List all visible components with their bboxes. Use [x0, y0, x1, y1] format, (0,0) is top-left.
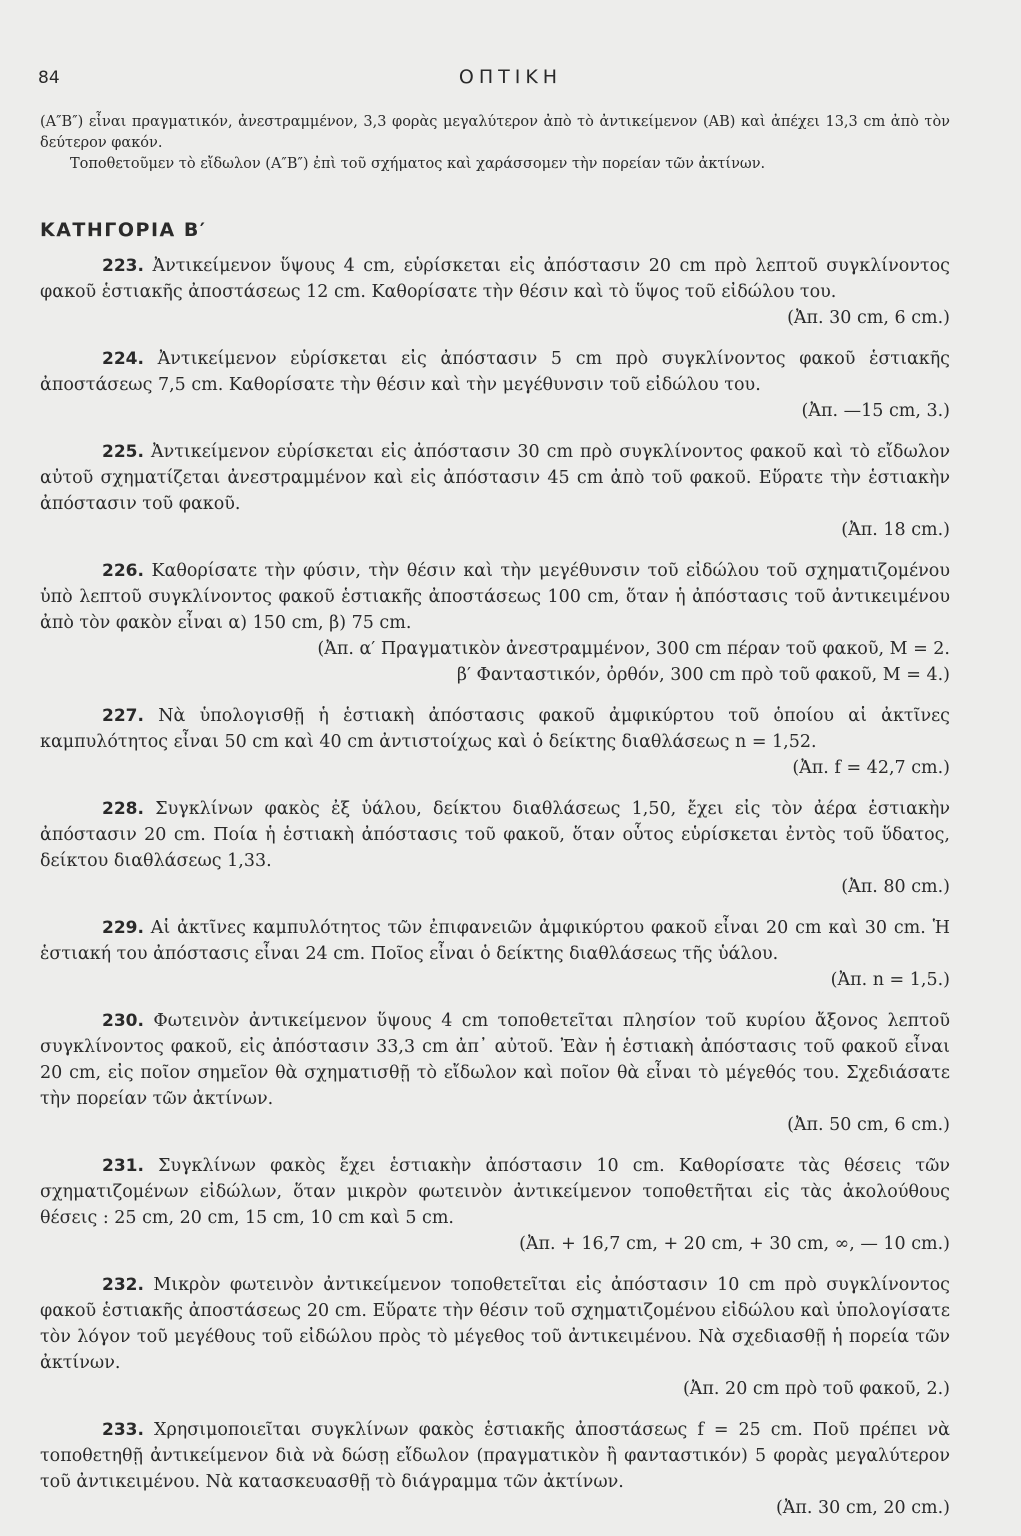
intro-paragraph: (Α″Β″) εἶναι πραγματικόν, ἀνεστραμμένον, 3,3 φορὰς μεγαλύτερον ἀπὸ τὸ ἀντικείμενον (ΑΒ) καὶ ἀπέχει 13,3 cm ἀπὸ τὸν δεύτερον φακόν.	[40, 114, 950, 151]
problem-number: 226.	[102, 561, 144, 581]
answer-line: (Ἀπ. 80 cm.)	[841, 877, 950, 897]
problem-text: Νὰ ὑπολογισθῇ ἡ ἑστιακὴ ἀπόστασις φακοῦ ἀμφικύρτου τοῦ ὁποίου αἱ ἀκτῖνες καμπυλότητος εἶναι 50 cm καὶ 40 cm ἀντιστοίχως καὶ ὁ δείκτης διαθλάσεως n = 1,52.	[40, 706, 950, 752]
problem-statement	[40, 253, 950, 305]
problem-number: 230.	[102, 1011, 144, 1031]
problem-answer	[40, 398, 950, 424]
problem-number: 233.	[102, 1420, 144, 1440]
problem-statement	[40, 439, 950, 517]
page-header	[0, 68, 1021, 98]
running-title: ΟΠΤΙΚΗ	[458, 66, 563, 88]
problem-text: Ἀντικείμενον εὑρίσκεται εἰς ἀπόστασιν 30 cm πρὸ συγκλίνοντος φακοῦ καὶ τὸ εἴδωλον αὐτοῦ σχηματίζεται ἀνεστραμμένον καὶ εἰς ἀπόστασιν 45 cm ἀπὸ τοῦ φακοῦ. Εὕρατε τὴν ἑστιακὴν ἀπόστασιν τοῦ φακοῦ.	[40, 442, 950, 514]
problem-number: 223.	[102, 256, 144, 276]
problem-statement	[40, 346, 950, 398]
answer-line: (Ἀπ. n = 1,5.)	[830, 970, 950, 990]
problem-item	[40, 439, 950, 543]
problem-statement	[40, 1272, 950, 1376]
answer-line: (Ἀπ. 20 cm πρὸ τοῦ φακοῦ, 2.)	[682, 1379, 950, 1399]
problem-statement	[40, 558, 950, 636]
problem-text: Καθορίσατε τὴν φύσιν, τὴν θέσιν καὶ τὴν μεγέθυνσιν τοῦ εἰδώλου τοῦ σχηματιζομένου ὑπὸ λεπτοῦ συγκλίνοντος φακοῦ ἑστιακῆς ἀποστάσεως 100 cm, ὅταν ἡ ἀπόστασις τοῦ ἀντικειμένου ἀπὸ τὸν φακὸν εἶναι α) 150 cm, β) 75 cm.	[40, 561, 950, 633]
intro-paragraph: Τοποθετοῦμεν τὸ εἴδωλον (Α″Β″) ἐπὶ τοῦ σχήματος καὶ χαράσσομεν τὴν πορείαν τῶν ἀκτίνων.	[70, 156, 766, 172]
problem-text: Αἱ ἀκτῖνες καμπυλότητος τῶν ἐπιφανειῶν ἀμφικύρτου φακοῦ εἶναι 20 cm καὶ 30 cm. Ἡ ἑστιακή του ἀπόστασις εἶναι 24 cm. Ποῖος εἶναι ὁ δείκτης διαθλάσεως τῆς ὑάλου.	[40, 918, 950, 964]
category-heading: ΚΑΤΗΓΟΡΙΑ Β′	[40, 219, 207, 241]
problem-answer	[40, 636, 950, 688]
answer-line: (Ἀπ. 50 cm, 6 cm.)	[787, 1115, 950, 1135]
problem-item	[40, 915, 950, 993]
problem-text: Μικρὸν φωτεινὸν ἀντικείμενον τοποθετεῖται εἰς ἀπόστασιν 10 cm πρὸ συγκλίνοντος φακοῦ ἑστιακῆς ἀποστάσεως 20 cm. Εὕρατε τὴν θέσιν τοῦ σχηματιζομένου εἰδώλου καὶ ὑπολογίσατε τὸν λόγον τοῦ μεγέθους τοῦ εἰδώλου πρὸς τὸ μέγεθος τοῦ ἀντικειμένου. Νὰ σχεδιασθῇ ἡ πορεία τῶν ἀκτίνων.	[40, 1275, 950, 1373]
answer-line: (Ἀπ. 30 cm, 20 cm.)	[775, 1498, 950, 1518]
problem-answer	[40, 1231, 950, 1257]
answer-line: (Ἀπ. α′ Πραγματικὸν ἀνεστραμμένον, 300 cm πέραν τοῦ φακοῦ, Μ = 2.	[317, 639, 950, 659]
problem-answer	[40, 755, 950, 781]
problem-item	[40, 796, 950, 900]
problem-answer	[40, 305, 950, 331]
problem-answer	[40, 1376, 950, 1402]
problem-answer	[40, 1112, 950, 1138]
problem-text: Χρησιμοποιεῖται συγκλίνων φακὸς ἑστιακῆς ἀποστάσεως f = 25 cm. Ποῦ πρέπει νὰ τοποθετηθῇ ἀντικείμενον διὰ νὰ δώσῃ εἴδωλον (πραγματικὸν ἢ φανταστικόν) 5 φορὰς μεγαλύτερον τοῦ ἀντικειμένου. Νὰ κατασκευασθῇ τὸ διάγραμμα τῶν ἀκτίνων.	[40, 1420, 950, 1492]
problem-item	[40, 1008, 950, 1138]
problem-text: Φωτεινὸν ἀντικείμενον ὕψους 4 cm τοποθετεῖται πλησίον τοῦ κυρίου ἄξονος λεπτοῦ συγκλίνοντος φακοῦ, εἰς ἀπόστασιν 33,3 cm ἀπ᾿ αὐτοῦ. Ἐὰν ἡ ἑστιακὴ ἀπόστασις τοῦ φακοῦ εἶναι 20 cm, εἰς ποῖον σημεῖον θὰ σχηματισθῇ τὸ εἴδωλον καὶ ποῖον θὰ εἶναι τὸ μέγεθός του. Σχεδιάσατε τὴν πορείαν τῶν ἀκτίνων.	[40, 1011, 950, 1109]
answer-line: (Ἀπ. + 16,7 cm, + 20 cm, + 30 cm, ∞, — 10 cm.)	[519, 1234, 950, 1254]
page-number: 84	[38, 68, 60, 88]
problem-item	[40, 1417, 950, 1521]
problem-statement	[40, 1008, 950, 1112]
problem-item	[40, 703, 950, 781]
problem-statement	[40, 1417, 950, 1495]
problem-item	[40, 1272, 950, 1402]
answer-line: (Ἀπ. f = 42,7 cm.)	[792, 758, 950, 778]
problem-item	[40, 346, 950, 424]
problem-statement	[40, 703, 950, 755]
problem-item	[40, 558, 950, 688]
problem-number: 229.	[102, 918, 144, 938]
problem-number: 227.	[102, 706, 144, 726]
problem-number: 231.	[102, 1156, 144, 1176]
problem-number: 225.	[102, 442, 144, 462]
problem-answer	[40, 517, 950, 543]
problem-text: Ἀντικείμενον ὕψους 4 cm, εὑρίσκεται εἰς ἀπόστασιν 20 cm πρὸ λεπτοῦ συγκλίνοντος φακοῦ ἑστιακῆς ἀποστάσεως 12 cm. Καθορίσατε τὴν θέσιν καὶ τὸ ὕψος τοῦ εἰδώλου του.	[40, 256, 950, 302]
answer-line: (Ἀπ. —15 cm, 3.)	[801, 401, 950, 421]
problem-text: Ἀντικείμενον εὑρίσκεται εἰς ἀπόστασιν 5 cm πρὸ συγκλίνοντος φακοῦ ἑστιακῆς ἀποστάσεως 7,5 cm. Καθορίσατε τὴν θέσιν καὶ τὴν μεγέθυνσιν τοῦ εἰδώλου του.	[40, 349, 950, 395]
problem-item	[40, 1153, 950, 1257]
problem-number: 224.	[102, 349, 144, 369]
problem-statement	[40, 915, 950, 967]
problem-answer	[40, 967, 950, 993]
answer-line: (Ἀπ. 30 cm, 6 cm.)	[787, 308, 950, 328]
problem-list	[40, 253, 950, 1521]
page-body	[40, 112, 950, 1536]
intro-paragraphs	[40, 112, 950, 175]
problem-item	[40, 253, 950, 331]
answer-line: (Ἀπ. 18 cm.)	[841, 520, 950, 540]
problem-number: 228.	[102, 799, 144, 819]
problem-answer	[40, 874, 950, 900]
problem-statement	[40, 796, 950, 874]
problem-number: 232.	[102, 1275, 144, 1295]
answer-line: β′ Φανταστικόν, ὀρθόν, 300 cm πρὸ τοῦ φακοῦ, Μ = 4.)	[456, 665, 950, 685]
problem-answer	[40, 1495, 950, 1521]
problem-text: Συγκλίνων φακὸς ἐξ ὑάλου, δείκτου διαθλάσεως 1,50, ἔχει εἰς τὸν ἀέρα ἑστιακὴν ἀπόστασιν 20 cm. Ποία ἡ ἑστιακὴ ἀπόστασις τοῦ φακοῦ, ὅταν οὗτος εὑρίσκεται ἐντὸς τοῦ ὕδατος, δείκτου διαθλάσεως 1,33.	[40, 799, 950, 871]
problem-statement	[40, 1153, 950, 1231]
problem-text: Συγκλίνων φακὸς ἔχει ἑστιακὴν ἀπόστασιν 10 cm. Καθορίσατε τὰς θέσεις τῶν σχηματιζομένων εἰδώλων, ὅταν μικρὸν φωτεινὸν ἀντικείμενον τοποθετῆται εἰς τὰς ἀκολούθους θέσεις : 25 cm, 20 cm, 15 cm, 10 cm καὶ 5 cm.	[40, 1156, 950, 1228]
